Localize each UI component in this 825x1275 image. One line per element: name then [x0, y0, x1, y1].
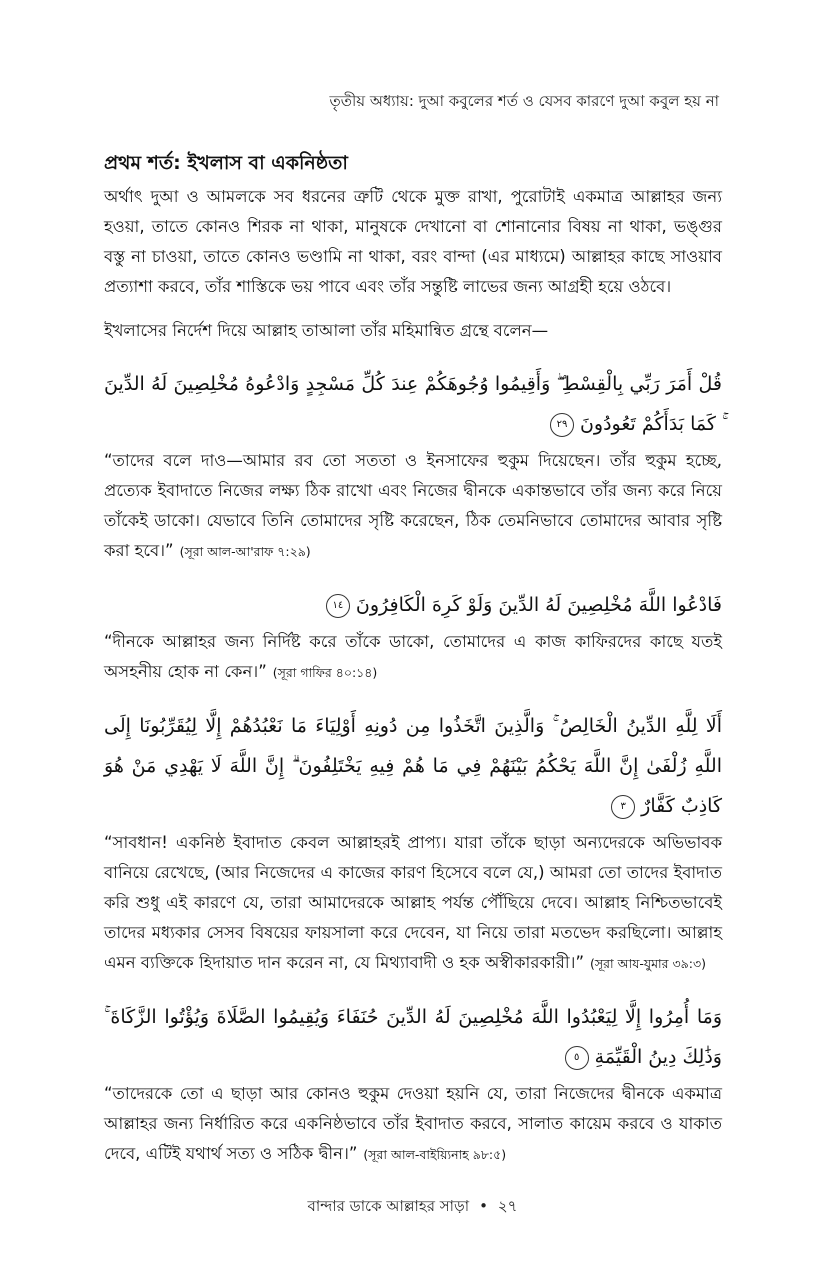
ayah-number-marker: ٥ — [565, 1046, 589, 1070]
arabic-text: أَلَا لِلَّهِ الدِّينُ الْخَالِصُ ۚ وَالَّذِينَ اتَّخَذُوا مِن دُونِهِ أَوْلِيَاءَ مَا نَعْبُدُهُمْ إِلَّا لِيُقَرِّبُونَا إِلَى اللَّهِ زُلْفَىٰ إِنَّ اللَّهَ يَحْكُمُ بَيْنَهُمْ فِي مَا هُمْ فِيهِ يَخْتَلِفُونَ ۗ إِنَّ اللَّهَ لَا يَهْدِي مَنْ هُوَ كَاذِبٌ كَفَّارٌ — [104, 715, 722, 817]
arabic-verse — [104, 706, 722, 826]
verses-intro: ইখলাসের নির্দেশ দিয়ে আল্লাহ তাআলা তাঁর মহিমান্বিত গ্রন্থে বলেন— — [104, 321, 549, 340]
translation-text: “সাবধান! একনিষ্ঠ ইবাদাত কেবল আল্লাহরই প্রাপ্য। যারা তাঁকে ছাড়া অন্যদেরকে অভিভাবক বানিয়ে রেখেছে, (আর নিজেদের এ কাজের কারণ হিসেবে বলে যে,) আমরা তো তাদের ইবাদাত করি শুধু এই কারণে যে, তারা আমাদেরকে আল্লাহ পর্যন্ত পৌঁছিয়ে দেবে। আল্লাহ নিশ্চিতভাবেই তাদের মধ্যকার সেসব বিষয়ের ফায়সালা করে দেবেন, যা নিয়ে তারা মতভেদ করছিলো। আল্লাহ এমন ব্যক্তিকে হিদায়াত দান করেন না, যে মিথ্যাবাদী ও হক অস্বীকারকারী।” — [104, 833, 722, 972]
verse-reference: (সূরা আল-আ'রাফ ৭:২৯) — [179, 544, 311, 559]
arabic-text: وَمَا أُمِرُوا إِلَّا لِيَعْبُدُوا اللَّهَ مُخْلِصِينَ لَهُ الدِّينَ حُنَفَاءَ وَيُقِيمُوا الصَّلَاةَ وَيُؤْتُوا الزَّكَاةَ ۚ وَذَٰلِكَ دِينُ الْقَيِّمَةِ — [104, 1006, 722, 1068]
verse-block-2 — [104, 585, 722, 688]
translation-text: “তাদেরকে তো এ ছাড়া আর কোনও হুকুম দেওয়া হয়নি যে, তারা নিজেদের দ্বীনকে একমাত্র আল্লাহর জন্য নির্ধারিত করে একনিষ্ঠভাবে তাঁর ইবাদাত করবে, সালাত কায়েম করবে ও যাকাত দেবে, এটিই যথার্থ সত্য ও সঠিক দ্বীন।” — [104, 1084, 722, 1163]
section-heading: প্রথম শর্ত: ইখলাস বা একনিষ্ঠতা — [104, 152, 348, 174]
verse-reference: (সূরা আল-বাইয়্যিনাহ ৯৮:৫) — [363, 1147, 507, 1162]
translation-text: “দীনকে আল্লাহর জন্য নির্দিষ্ট করে তাঁকে ডাকো, তোমাদের এ কাজ কাফিরদের কাছে যতই অসহনীয় হোক না কেন।” — [104, 632, 722, 681]
verse-translation — [104, 1079, 722, 1170]
arabic-text: قُلْ أَمَرَ رَبِّي بِالْقِسْطِ ۖ وَأَقِيمُوا وُجُوهَكُمْ عِندَ كُلِّ مَسْجِدٍ وَادْعُوهُ مُخْلِصِينَ لَهُ الدِّينَ ۚ كَمَا بَدَأَكُمْ تَعُودُونَ — [104, 373, 722, 435]
verse-reference: (সূরা গাফির ৪০:১৪) — [272, 665, 378, 680]
page-number: ২৭ — [497, 1197, 518, 1215]
ayah-number-marker: ٢٩ — [550, 413, 574, 437]
translation-text: “তাদের বলে দাও—আমার রব তো সততা ও ইনসাফের হুকুম দিয়েছেন। তাঁর হুকুম হচ্ছে, প্রত্যেক ইবাদাতে নিজের লক্ষ্য ঠিক রাখো এবং নিজের দ্বীনকে একান্তভাবে তাঁর জন্য করে নিয়ে তাঁকেই ডাকো। যেভাবে তিনি তোমাদের সৃষ্টি করেছেন, ঠিক তেমনিভাবে তোমাদের আবার সৃষ্টি করা হবে।” — [104, 451, 722, 560]
running-header: তৃতীয় অধ্যায়: দুআ কবুলের শর্ত ও যেসব কারণে দুআ কবুল হয় না — [329, 92, 719, 110]
verse-reference: (সূরা আয-যুমার ৩৯:৩) — [590, 956, 706, 971]
verse-translation — [104, 828, 722, 979]
section-body: অর্থাৎ দুআ ও আমলকে সব ধরনের ত্রুটি থেকে মুক্ত রাখা, পুরোটাই একমাত্র আল্লাহর জন্য হওয়া, তাতে কোনও শিরক না থাকা, মানুষকে দেখানো বা শোনানোর বিষয় না থাকা, ভঙ্গুর বস্তু না চাওয়া, তাতে কোনও ভণ্ডামি না থাকা, বরং বান্দা (এর মাধ্যমে) আল্লাহর কাছে সাওয়াব প্রত্যাশা করবে, তাঁর শাস্তিকে ভয় পাবে এবং তাঁর সন্তুষ্টি লাভের জন্য আগ্রহী হয়ে ওঠবে। — [104, 187, 722, 296]
footer-book-title: বান্দার ডাকে আল্লাহর সাড়া — [307, 1197, 470, 1215]
verse-block-1 — [104, 364, 722, 567]
verse-translation — [104, 446, 722, 567]
verse-translation — [104, 627, 722, 688]
verse-block-4 — [104, 997, 722, 1170]
ayah-number-marker: ٣ — [611, 795, 635, 819]
ayah-number-marker: ١٤ — [326, 594, 350, 618]
page-content — [104, 150, 722, 1170]
footer-separator: • — [479, 1197, 488, 1215]
verse-block-3 — [104, 706, 722, 979]
page-footer — [0, 1195, 825, 1220]
arabic-text: فَادْعُوا اللَّهَ مُخْلِصِينَ لَهُ الدِّينَ وَلَوْ كَرِهَ الْكَافِرُونَ — [355, 594, 722, 616]
arabic-verse — [104, 997, 722, 1077]
arabic-verse — [104, 585, 722, 625]
arabic-verse — [104, 364, 722, 444]
